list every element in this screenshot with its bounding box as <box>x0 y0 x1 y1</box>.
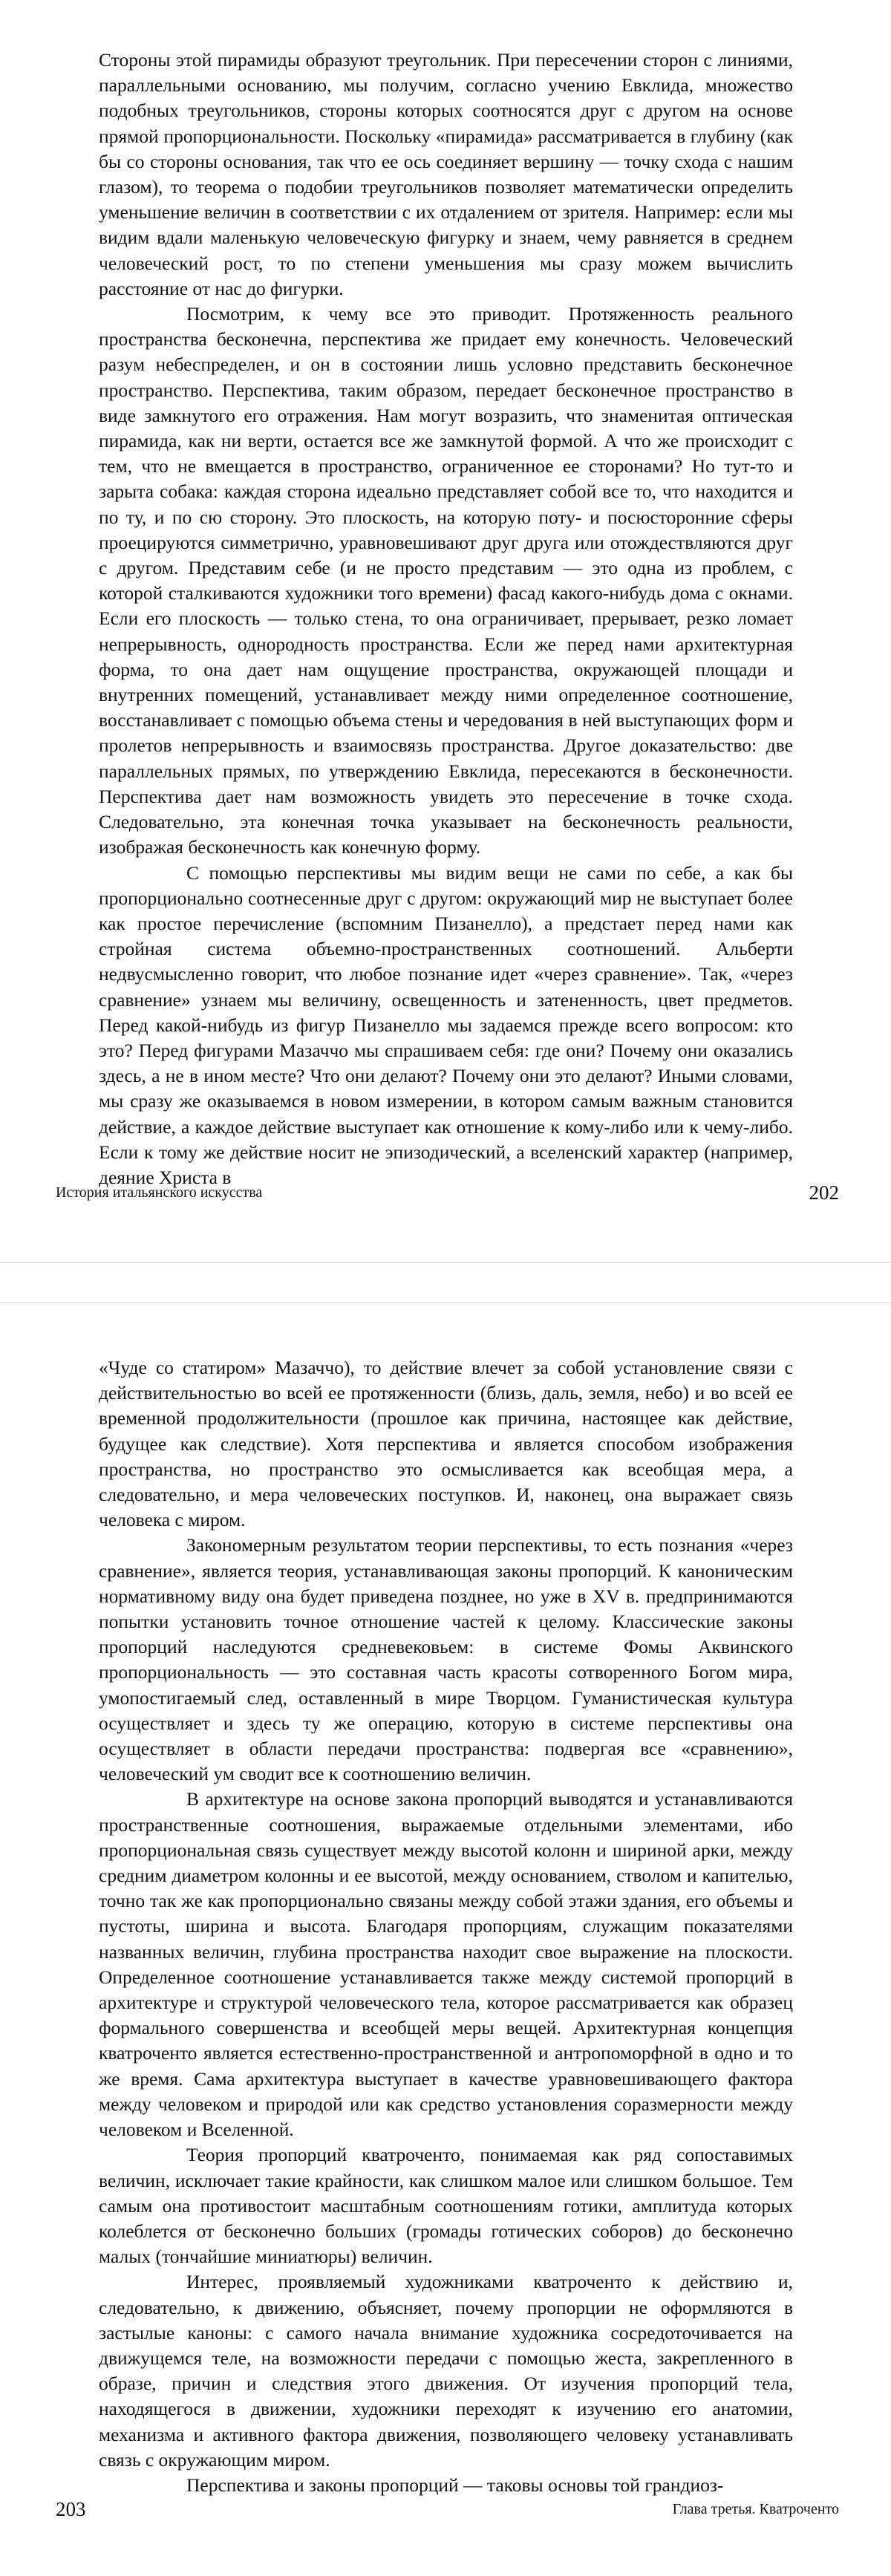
paragraph-final-line: Перспектива и законы пропорций — таковы основы той грандиоз- <box>186 2474 724 2496</box>
page-202 <box>0 0 891 1262</box>
paragraph-pyramid-triangles: Стороны этой пирамиды образуют треугольник. При пересечении сторон с линиями, параллельными основанию, мы получим, согласно учению Евклида, множество подобных треугольников, стороны которых соотносятся друг с другом на основе прямой пропорциональности. Поскольку «пирамида» рассматривается в глубину (как бы со стороны основания, так что ее ось соединяет вершину — точку схода с нашим глазом), то теорема о подобии треугольников позволяет математически определить уменьшение величин в соответствии с их отдалением от зрителя. Например: если мы видим вдали маленькую человеческую фигурку и знаем, чему равняется в среднем человеческий рост, то по степени уменьшения мы сразу можем вычислить расстояние от нас до фигурки. <box>99 49 793 299</box>
paragraph-through-comparison: С помощью перспективы мы видим вещи не сами по себе, а как бы пропорционально соотнесенные друг с другом: окружающий мир не выступает более как простое перечисление (вспомним Пизанелло), а предстает перед нами как стройная система объемно-пространственных соотношений. Альберти недвусмысленно говорит, что любое познание идет «через сравнение». Так, «через сравнение» узнаем мы величину, освещенность и затененность, цвет предметов. Перед какой-нибудь из фигур Пизанелло мы задаемся прежде всего вопросом: кто это? Перед фигурами Мазаччо мы спрашиваем себя: где они? Почему они оказались здесь, а не в ином месте? Что они делают? Почему они это делают? Иными словами, мы сразу же оказываемся в новом измерении, в котором самым важным становится действие, а каждое действие выступает как отношение к кому-либо или к чему-либо. Если к тому же действие носит не эпизодический, а вселенский характер (например, деяние Христа в <box>99 861 793 1188</box>
paragraph-architecture-proportions: В архитектуре на основе закона пропорций выводятся и устанавливаются пространственные соотношения, выражаемые отдельными элементами, ибо пропорциональная связь существует между высотой колонн и шириной арки, между средним диаметром колонны и ее высотой, между основанием, стволом и капителью, точно так же как пропорционально связаны между собой этажи здания, его объемы и пустоты, ширина и высота. Благодаря пропорциям, служащим показателями названных величин, глубина пространства находит свое выражение на плоскости. Определенное соотношение устанавливается также между системой пропорций в архитектуре и структурой человеческого тела, которое рассматривается как образец формального совершенства и всеобщей меры вещей. Архитектурная концепция кватроченто является естественно-пространственной и антропоморфной в одно и то же время. Сама архитектура выступает в качестве уравновешивающего фактора между человеком и природой или как средство установления соразмерности между человеком и Вселенной. <box>99 1788 793 2141</box>
page-203-text <box>99 1355 793 2498</box>
running-title-book: История итальянского искусства <box>56 1184 263 1201</box>
paragraph-comparable-magnitudes: Теория пропорций кватроченто, понимаемая как ряд сопоставимых величин, исключает такие крайности, как слишком малое или слишком большое. Тем самым она противостоит масштабным соотношениям готики, амплитуда которых колеблется от бесконечно больших (громады готических соборов) до бесконечно малых (тончайшие миниатюры) величин. <box>99 2144 793 2268</box>
page-number-202: 202 <box>809 1181 839 1204</box>
paragraph-masaccio-action: «Чуде со статиром» Мазаччо), то действие влечет за собой установление связи с действительностью во всей ее протяженности (близь, даль, земля, небо) и во всей ее временной продолжительности (прошлое как причина, настоящее как действие, будущее как следствие). Хотя перспектива и является способом изображения пространства, но пространство это осмысливается как всеобщая мера, а следовательно, и мера человеческих поступков. И, наконец, она выражает связь человека с миром. <box>99 1357 793 1531</box>
paragraph-movement-study: Интерес, проявляемый художниками кватроченто к действию и, следовательно, к движению, объясняет, почему пропорции не оформляются в застылые каноны: с самого начала внимание художника сосредоточивается на движущемся теле, на возможности передачи с помощью жеста, закрепленного в образе, причин и следствия этого движения. От изучения пропорций тела, находящегося в движении, художники переходят к изучению его анатомии, механизма и активного фактора движения, позволяющего человеку устанавливать связь с окружающим миром. <box>99 2271 793 2471</box>
page-202-text <box>99 48 793 1190</box>
page-separator <box>0 1262 891 1303</box>
paragraph-infinite-space: Посмотрим, к чему все это приводит. Протяженность реального пространства бесконечна, перспектива же придает ему конечность. Человеческий разум небеспределен, и он в состоянии лишь условно представить бесконечное пространство. Перспектива, таким образом, передает бесконечное пространство в виде замкнутого его отражения. Нам могут возразить, что знаменитая оптическая пирамида, как ни верти, остается все же замкнутой формой. А что же происходит с тем, что не вмещается в пространство, ограниченное ее сторонами? Но тут-то и зарыта собака: каждая сторона идеально представляет собой все то, что находится и по ту, и по сю сторону. Это плоскость, на которую поту- и посюсторонние сферы проецируются симметрично, уравновешивают друг друга или отождествляются друг с другом. Представим себе (и не просто представим — это одна из проблем, с которой сталкиваются художники того времени) фасад какого-нибудь дома с окнами. Если его плоскость — только стена, то она ограничивает, прерывает, резко ломает непрерывность, однородность пространства. Если же перед нами архитектурная форма, то она дает нам ощущение пространства, окружающей площади и внутренних помещений, устанавливает между ними определенное соотношение, восстанавливает с помощью объема стены и чередования в ней выступающих форм и пролетов непрерывность и взаимосвязь пространства. Другое доказательство: две параллельных прямых, по утверждению Евклида, пересекаются в бесконечности. Перспектива дает нам возможность увидеть это пересечение в точке схода. Следовательно, эта конечная точка указывает на бесконечность реальности, изображая бесконечность как конечную форму. <box>99 303 793 858</box>
page-number-203: 203 <box>56 2498 86 2520</box>
paragraph-proportion-theory: Закономерным результатом теории перспективы, то есть познания «через сравнение», является теория, устанавливающая законы пропорций. К каноническим нормативному виду она будет приведена позднее, но уже в XV в. предпринимаются попытки установить точное отношение частей к целому. Классические законы пропорций наследуются средневековьем: в системе Фомы Аквинского пропорциональность — это составная часть красоты сотворенного Богом мира, умопостигаемый след, оставленный в мире Творцом. Гуманистическая культура осуществляет и здесь ту же операцию, которую в системе перспективы она осуществляет в области передачи пространства: подвергая все «сравнению», человеческий ум сводит все к соотношению величин. <box>99 1534 793 1785</box>
page-203 <box>0 1303 891 2576</box>
running-title-chapter: Глава третья. Кватроченто <box>672 2501 839 2517</box>
